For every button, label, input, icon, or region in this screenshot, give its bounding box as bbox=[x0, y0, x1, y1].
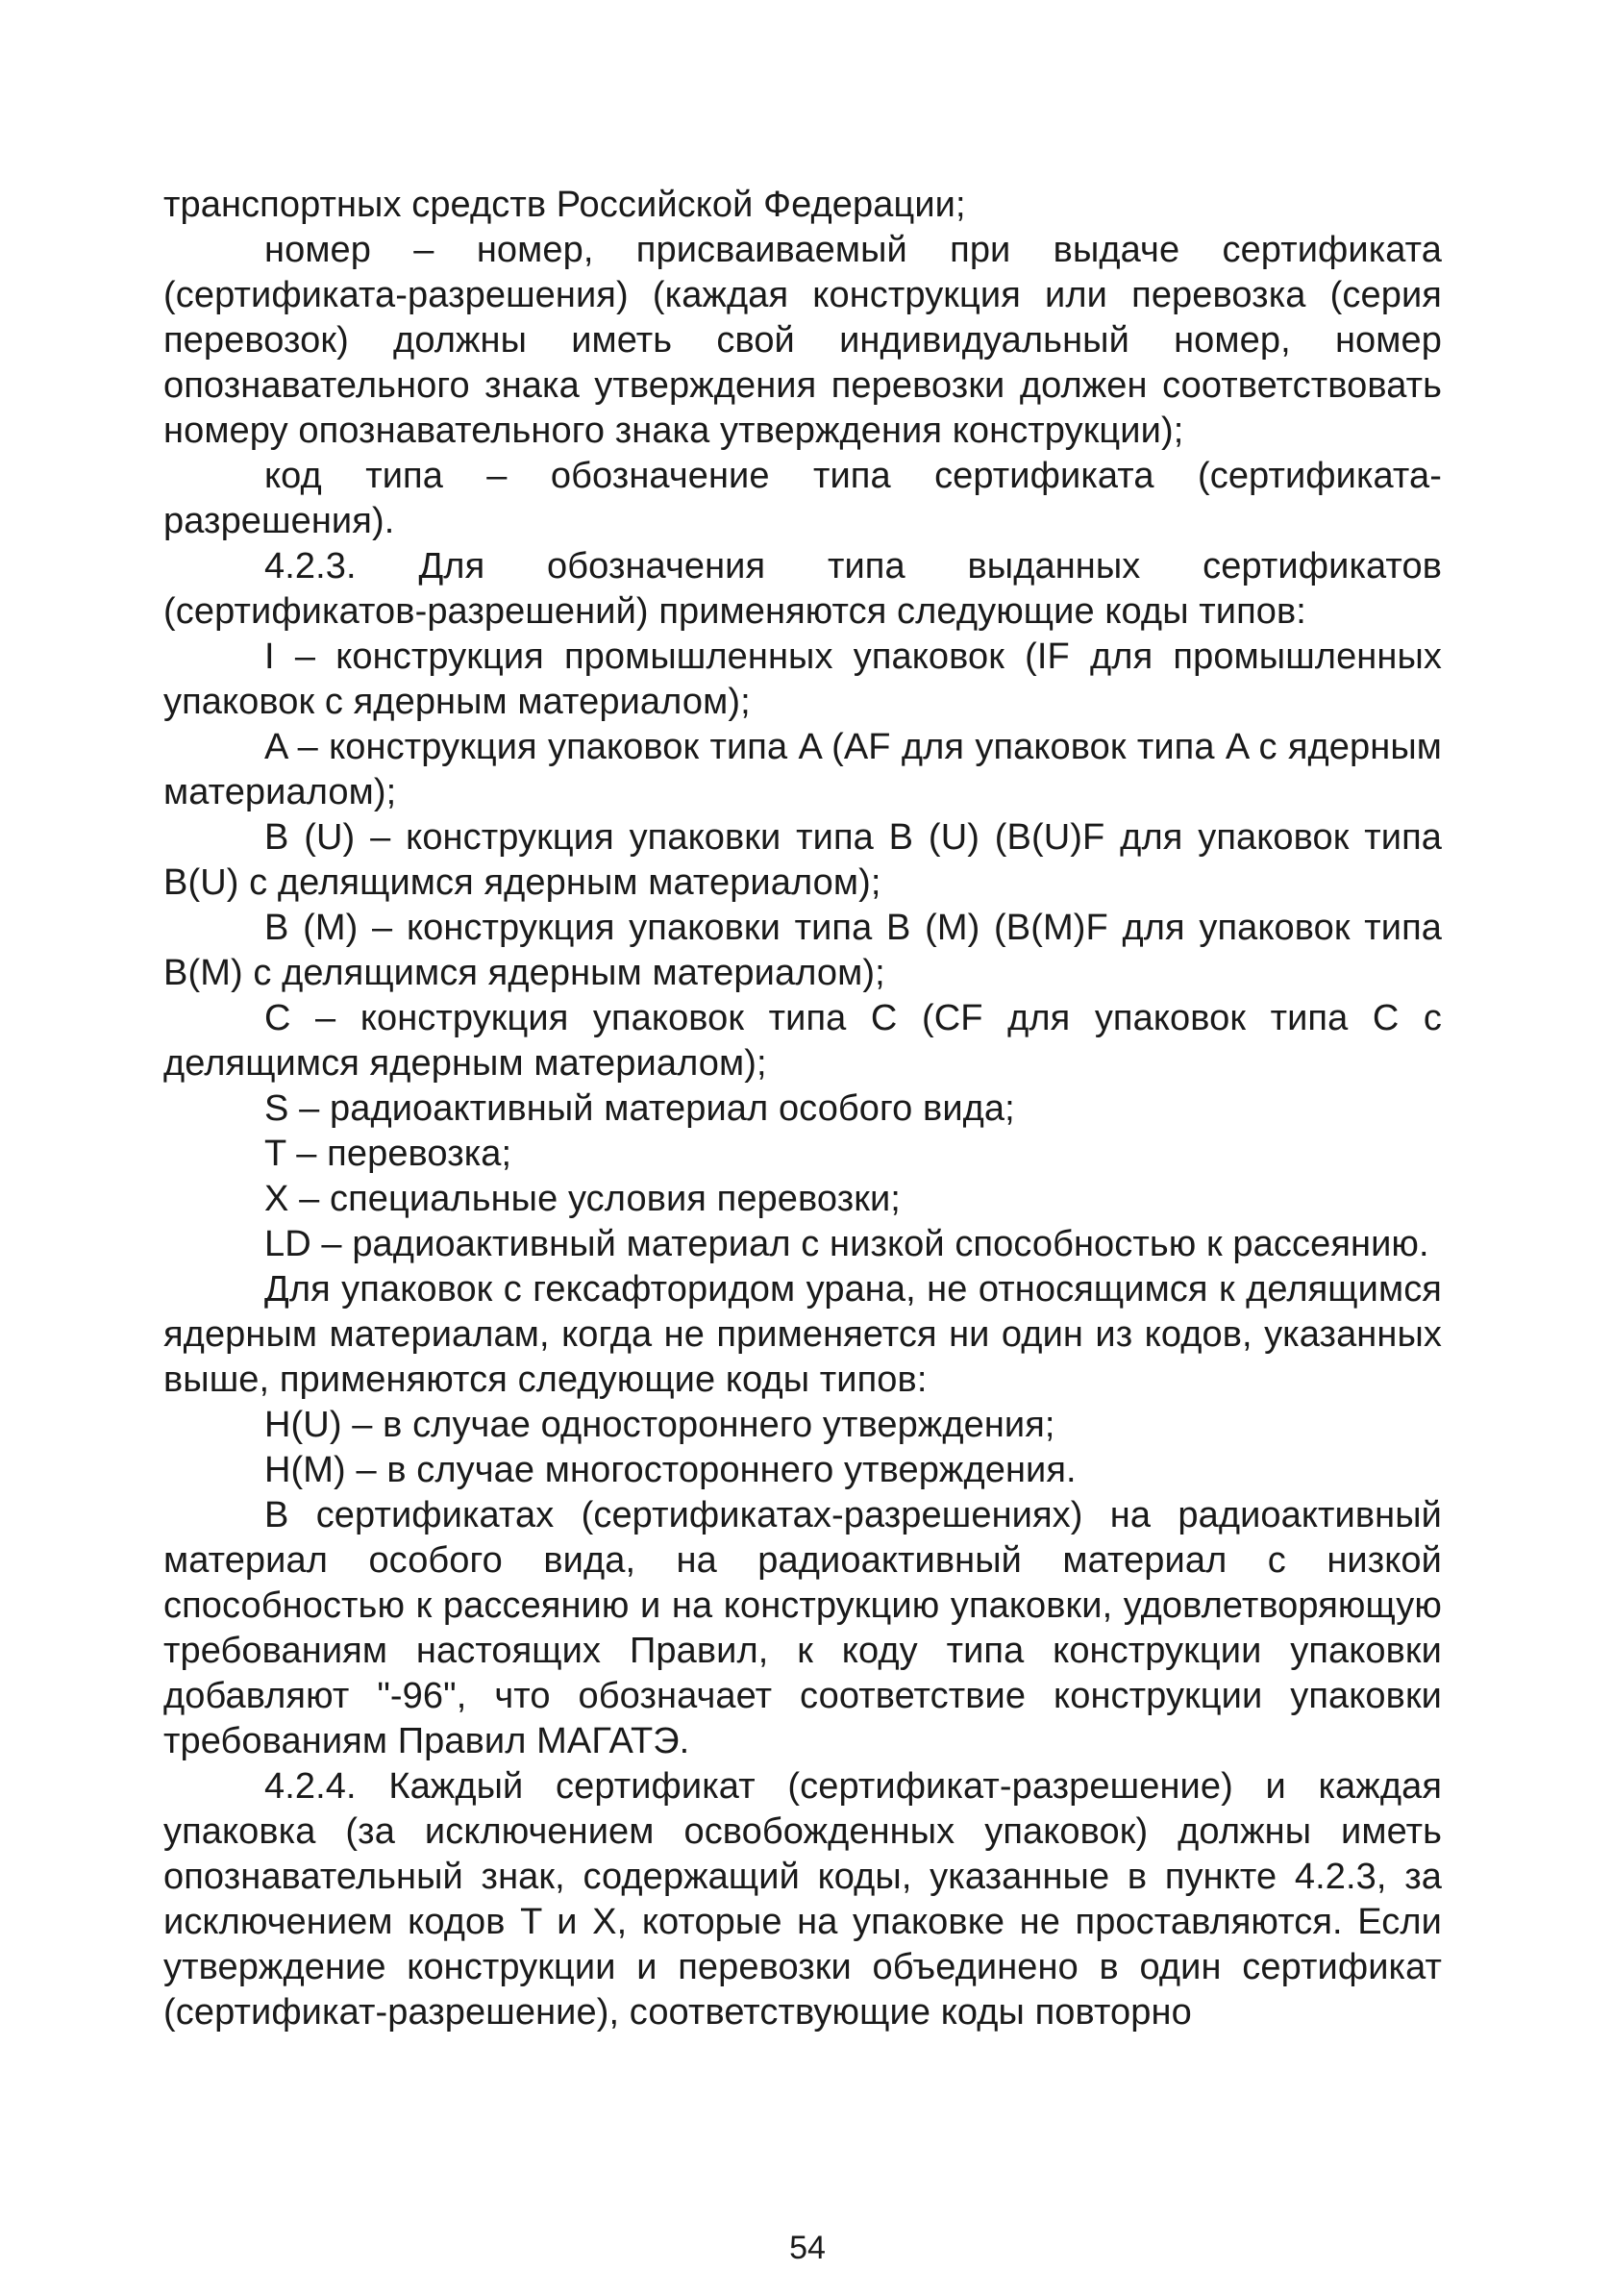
page-number: 54 bbox=[789, 2230, 826, 2266]
list-item-code-b-u: B (U) – конструкция упаковки типа B (U) (B(U)F для упаковок типа B(U) с делящимся ядерным материалом); bbox=[163, 817, 1442, 903]
list-item-code-t: T – перевозка; bbox=[264, 1134, 512, 1174]
document-body bbox=[163, 183, 1442, 2035]
list-item-code-b-m: B (M) – конструкция упаковки типа B (M) (B(M)F для упаковок типа B(M) с делящимся ядерным материалом); bbox=[163, 908, 1442, 993]
paragraph-number-definition: номер – номер, присваиваемый при выдаче сертификата (сертификата-разрешения) (каждая конструкция или перевозка (серия перевозок) должны иметь свой индивидуальный номер, номер опознавательного знака утверждения перевозки должен соответствовать номеру опознавательного знака утверждения конструкции); bbox=[163, 230, 1442, 451]
paragraph-type-code-definition: код типа – обозначение типа сертификата (сертификата-разрешения). bbox=[163, 456, 1442, 541]
list-item-code-h-u: H(U) – в случае одностороннего утверждения; bbox=[264, 1405, 1055, 1445]
paragraph-4-2-3: 4.2.3. Для обозначения типа выданных сертификатов (сертификатов-разрешений) применяются следующие коды типов: bbox=[163, 546, 1442, 632]
list-item-code-i: I – конструкция промышленных упаковок (IF для промышленных упаковок с ядерным материалом); bbox=[163, 636, 1442, 722]
paragraph-iaea-96: В сертификатах (сертификатах-разрешениях) на радиоактивный материал особого вида, на радиоактивный материал с низкой способностью к рассеянию и на конструкцию упаковки, удовлетворяющую требованиям настоящих Правил, к коду типа конструкции упаковки добавляют "-96", что обозначает соответствие конструкции упаковки требованиям Правил МАГАТЭ. bbox=[163, 1495, 1442, 1761]
list-item-code-ld: LD – радиоактивный материал с низкой способностью к рассеянию. bbox=[264, 1224, 1429, 1264]
list-item-code-c: C – конструкция упаковок типа C (CF для упаковок типа C с делящимся ядерным материалом); bbox=[163, 998, 1442, 1084]
list-item-code-h-m: H(M) – в случае многостороннего утверждения. bbox=[264, 1450, 1077, 1490]
paragraph-uranium-hexafluoride: Для упаковок с гексафторидом урана, не относящимся к делящимся ядерным материалам, когда не применяется ни один из кодов, указанных выше, применяются следующие коды типов: bbox=[163, 1269, 1442, 1400]
list-item-code-x: X – специальные условия перевозки; bbox=[264, 1179, 901, 1219]
paragraph-continuation: транспортных средств Российской Федерации; bbox=[163, 185, 966, 225]
paragraph-4-2-4: 4.2.4. Каждый сертификат (сертификат-разрешение) и каждая упаковка (за исключением освобожденных упаковок) должны иметь опознавательный знак, содержащий коды, указанные в пункте 4.2.3, за исключением кодов T и X, которые на упаковке не проставляются. Если утверждение конструкции и перевозки объединено в один сертификат (сертификат-разрешение), соответствующие коды повторно bbox=[163, 1766, 1442, 2033]
list-item-code-s: S – радиоактивный материал особого вида; bbox=[264, 1088, 1015, 1129]
list-item-code-a: A – конструкция упаковок типа A (AF для упаковок типа A с ядерным материалом); bbox=[163, 727, 1442, 812]
